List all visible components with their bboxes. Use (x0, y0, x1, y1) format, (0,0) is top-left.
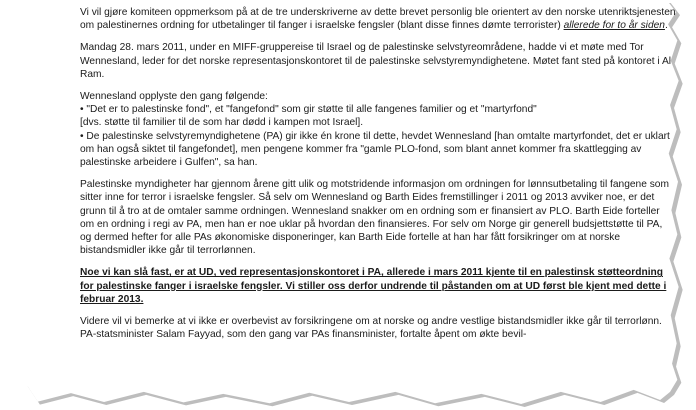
bullet-line-2: [dvs. støtte til familier til de som har dødd i kampen mot Israel]. (80, 117, 364, 129)
letter-excerpt (80, 6, 676, 350)
paragraph-6: Videre vil vi bemerke at vi ikke er overbevist av forsikringene om at norske og andre vestlige bistandsmidler ikke går til terrorlønn. PA-statsminister Salam Fayyad, som den gang var PAs finansminister, fortalte åpent om økte bevil- (80, 316, 662, 341)
paragraph-1-end: . (664, 20, 668, 32)
paragraph-3 (80, 90, 676, 169)
paragraph-1 (80, 6, 676, 32)
paragraph-4: Palestinske myndigheter har gjennom årene gitt ulik og motstridende informasjon om ordningen for lønnsutbetaling til fangene som sitter inne for terror i israelske fengsler. Så selv om Wennesland og Barth Eides fremstillinger i 2011 og 2013 avviker noe, er det grunn til å tro at de omtaler samme ordningen. Wennesland snakker om en ordning som er finansiert av PLO. Barth Eide forteller om en ordning i regi av PA, men han er noe uklar på hvordan den finansieres. For selv om Norge gir generell budsjettstøtte til PA, og dermed hefter for alle PAs økonomiske disponeringer, kan Barth Eide fortelle at han har fått forsikringer om at norske bistandsmidler ikke går til terrorlønnen. (80, 179, 669, 257)
paragraph-3-intro: Wennesland opplyste den gang følgende: (80, 91, 268, 103)
paragraph-2: Mandag 28. mars 2011, under en MIFF-gruppereise til Israel og de palestinske selvstyreområdene, hadde vi et møte med Tor Wennesland, leder for det norske representasjonskontoret til de palestinske selvstyremyndighetene. Møtet fant sted på kontoret i Al Ram. (80, 42, 672, 80)
paragraph-5-bold: Noe vi kan slå fast, er at UD, ved representasjonskontoret i PA, allerede i mars 2011 kjente til en palestinsk støtteordning for palestinske fanger i israelske fengsler. Vi stiller oss derfor undrende til påstanden om at UD først ble kjent med dette i februar 2013. (80, 267, 667, 305)
bullet-line-1: • "Det er to palestinske fond", et "fangefond" som gir støtte til alle fangenes familier og et "martyrfond" (80, 104, 537, 116)
paragraph-1-text: Vi vil gjøre komiteen oppmerksom på at de tre underskriverne av dette brevet personlig ble orientert av den norske utenriktsjenesten om palestinernes ordning for utbetalinger til fanger i israelske fengsler (blant disse finnes dømte terrorister) (80, 7, 676, 32)
emphasis-two-years-ago: allerede for to år siden (563, 20, 665, 32)
bullet-line-3: • De palestinske selvstyremyndighetene (PA) gir ikke én krone til dette, hevdet Wennesland [han omtalte martyrfondet, det er uklart om han også siktet til fangefondet], men pengene kommer fra "gamle PLO-fond, som blant annet kommer fra skattlegging av palestinske arbeidere i Gulfen", sa han. (80, 130, 670, 169)
